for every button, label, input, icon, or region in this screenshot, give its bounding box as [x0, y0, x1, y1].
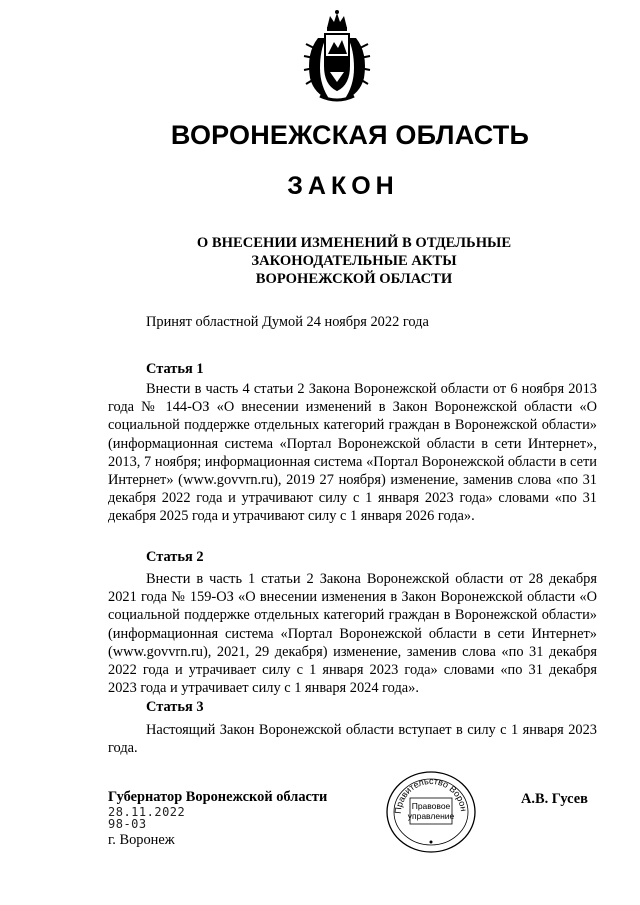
seal-inner-line-2: управление — [407, 811, 455, 821]
document-type-heading: ЗАКОН — [287, 172, 399, 200]
article-2-heading: Статья 2 — [146, 549, 204, 565]
article-1-text: Внести в часть 4 статьи 2 Закона Воронежской области от 6 ноября 2013 года № 144-ОЗ «О внесении изменений в Закон Воронежской области «О социальной поддержке отдельных категорий граждан в Воронежской области» (информационная система «Портал Воронежской области в сети Интернет», 2013, 7 ноября; информационная система «Портал Воронежской области в сети Интернет» (www.govvrn.ru), 2019 27 ноября) изменение, заменив слова «по 31 декабря 2022 года и утрачивают силу с 1 января 2023 года» словами «по 31 декабря 2025 года и утрачивают силу с 1 января 2026 года». — [108, 381, 597, 525]
adoption-note: Принят областной Думой 24 ноября 2022 года — [146, 314, 429, 330]
place-of-signing: г. Воронеж — [108, 832, 175, 848]
official-seal-stamp — [380, 762, 478, 854]
coat-of-arms-icon — [300, 8, 374, 104]
law-title-line: ВОРОНЕЖСКОЙ ОБЛАСТИ — [255, 271, 453, 287]
signature-block — [108, 789, 327, 849]
article-2-text: Внести в часть 1 статьи 2 Закона Воронежской области от 28 декабря 2021 года № 159-ОЗ «О внесении изменения в Закон Воронежской области «О социальной поддержке отдельных категорий граждан в Воронежской области» (информационная система «Портал Воронежской области в сети Интернет» (www.govvrn.ru), 2021, 29 декабря) изменение, заменив слова «по 31 декабря 2022 года и утрачивает силу с 1 января 2023 года» словами «по 31 декабря 2023 года и утрачивает силу с 1 января 2024 года». — [108, 571, 597, 697]
seal-outer-text: Правительство Воронежской — [380, 762, 469, 815]
governor-position: Губернатор Воронежской области — [108, 789, 328, 805]
registration-date: 28.11.2022 — [108, 805, 186, 819]
signer-name: А.В. Гусев — [521, 791, 588, 807]
article-3-heading: Статья 3 — [146, 699, 204, 715]
law-title-line: О ВНЕСЕНИИ ИЗМЕНЕНИЙ В ОТДЕЛЬНЫЕ — [196, 235, 512, 251]
registration-number: 98-03 — [108, 817, 147, 831]
law-title-line: ЗАКОНОДАТЕЛЬНЫЕ АКТЫ — [251, 253, 457, 269]
region-heading: ВОРОНЕЖСКАЯ ОБЛАСТЬ — [170, 120, 530, 150]
article-3-text: Настоящий Закон Воронежской области вступает в силу с 1 января 2023 года. — [108, 722, 597, 757]
article-1-heading: Статья 1 — [146, 361, 204, 377]
seal-inner-line-1: Правовое — [411, 801, 451, 811]
law-title — [0, 234, 640, 288]
